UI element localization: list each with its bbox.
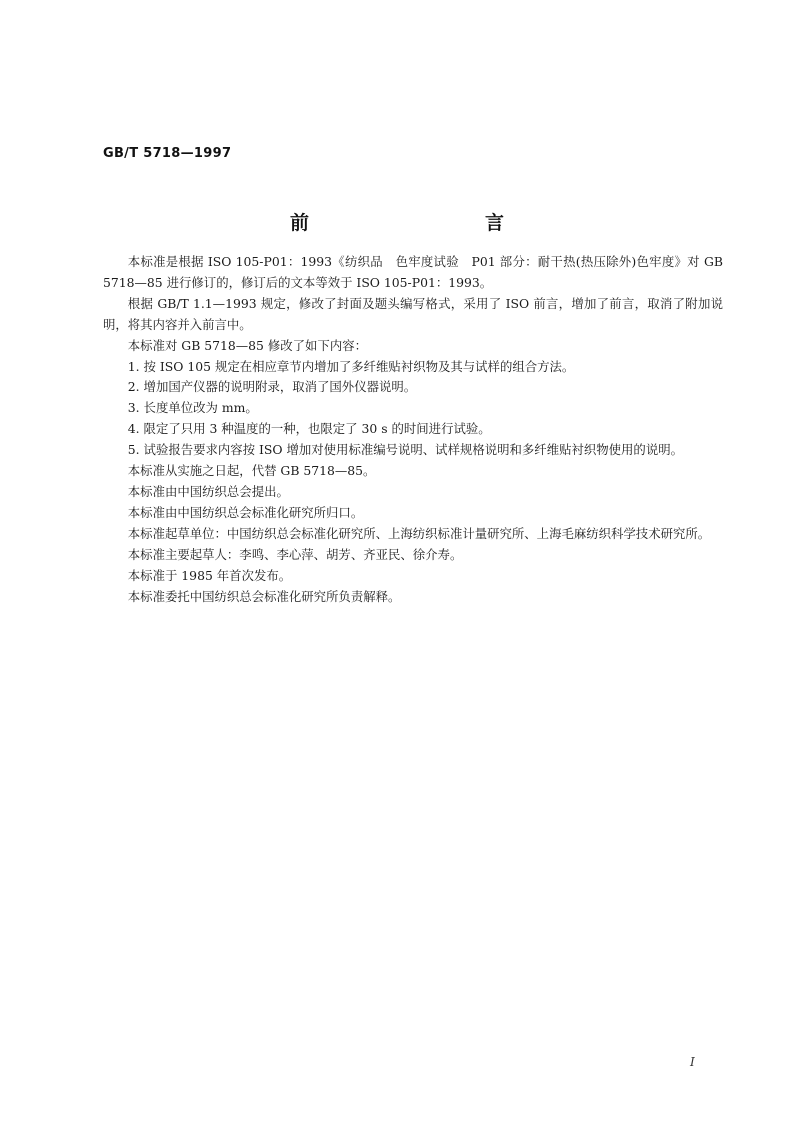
page-title: 前 言 [289, 212, 550, 234]
paragraph-changes-intro: 本标准对 GB 5718—85 修改了如下内容： [127, 337, 367, 353]
list-item-change-4: 4. 限定了只用 3 种温度的一种，也限定了 30 s 的时间进行试验。 [127, 421, 491, 437]
paragraph-replaces: 本标准从实施之日起，代替 GB 5718—85。 [127, 463, 376, 479]
paragraph-proposed-by: 本标准由中国纺织总会提出。 [127, 483, 289, 499]
paragraph-format: 根据 GB/T 1.1—1993 规定，修改了封面及题头编写格式，采用了 ISO 前言，增加了前言，取消了附加说明，将其内容并入前言中。 [103, 295, 723, 332]
standard-code: GB/T 5718—1997 [103, 146, 232, 161]
list-item-change-3: 3. 长度单位改为 mm。 [127, 400, 258, 416]
list-item-change-5: 5. 试验报告要求内容按 ISO 增加对使用标准编号说明、试样规格说明和多纤维贴衬织物使用的说明。 [127, 442, 683, 458]
preface-body [103, 252, 723, 607]
list-item-change-2: 2. 增加国产仪器的说明附录，取消了国外仪器说明。 [127, 379, 417, 395]
list-item-change-1: 1. 按 ISO 105 规定在相应章节内增加了多纤维贴衬织物及其与试样的组合方法。 [127, 358, 575, 374]
paragraph-basis: 本标准是根据 ISO 105-P01：1993《纺织品 色牢度试验 P01 部分：耐干热(热压除外)色牢度》对 GB 5718—85 进行修订的，修订后的文本等效于 ISO 105-P01：1993。 [103, 254, 723, 290]
paragraph-drafters: 本标准主要起草人：李鸣、李心萍、胡芳、齐亚民、徐介寿。 [127, 546, 463, 562]
paragraph-centralized-by: 本标准由中国纺织总会标准化研究所归口。 [127, 504, 364, 520]
paragraph-drafting-units: 本标准起草单位：中国纺织总会标准化研究所、上海纺织标准计量研究所、上海毛麻纺织科学技术研究所。 [127, 525, 711, 541]
page-number: I [690, 1055, 695, 1069]
paragraph-interpretation: 本标准委托中国纺织总会标准化研究所负责解释。 [127, 588, 401, 604]
paragraph-first-issued: 本标准于 1985 年首次发布。 [127, 567, 292, 583]
